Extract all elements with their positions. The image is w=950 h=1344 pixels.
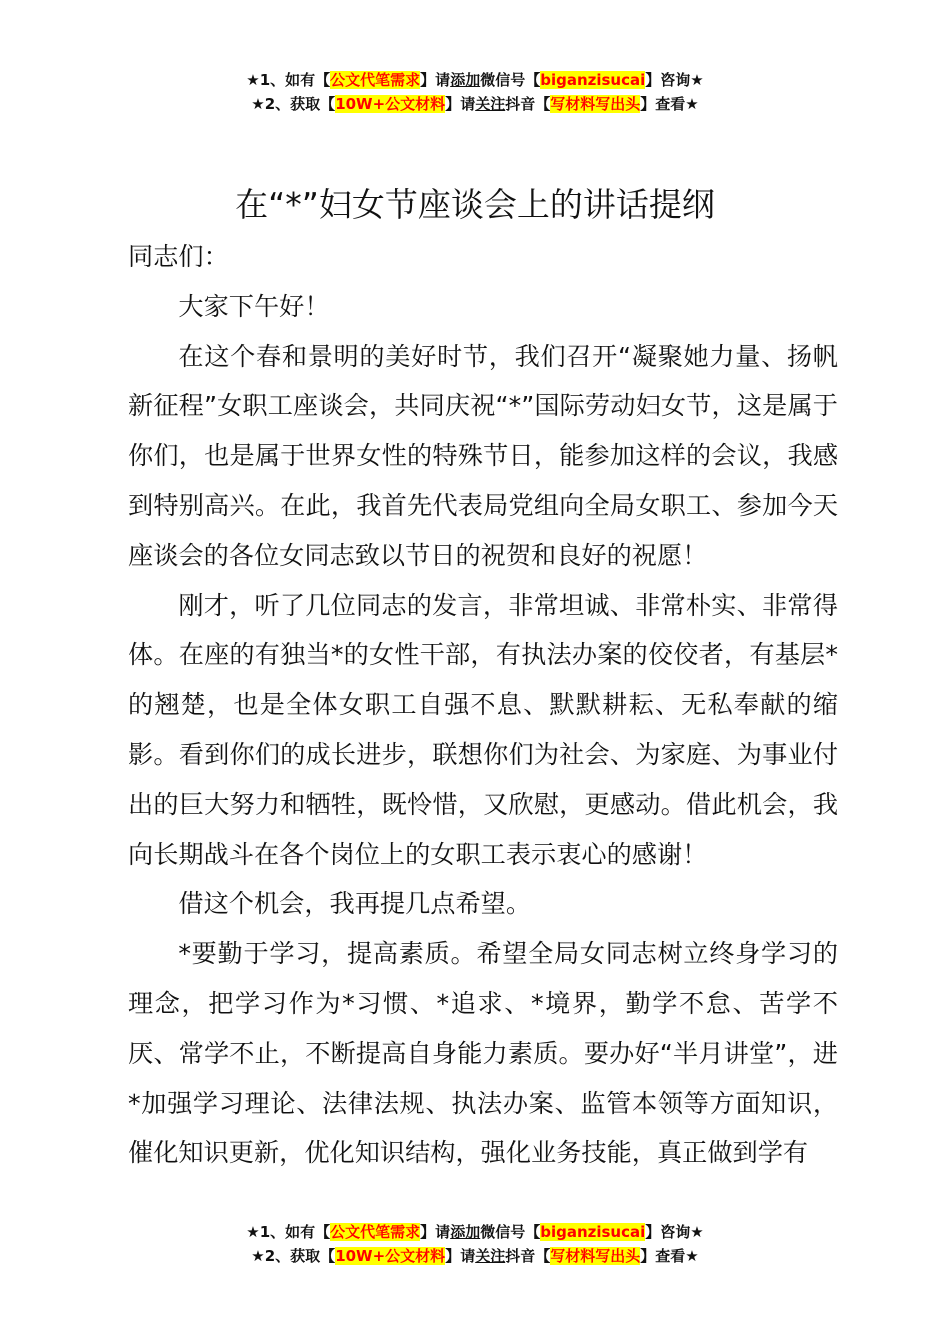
paragraph: *要勤于学习，提高素质。希望全局女同志树立终身学习的理念，把学习作为*习惯、*追求、*境界，勤学不怠、苦学不厌、常学不止，不断提高自身能力素质。要办好“半月讲堂”，进*加强学习理论、法律法规、执法办案、监管本领等方面知识，催化知识更新，优化知识结构，强化业务技能，真正做到学有 bbox=[128, 939, 838, 1168]
highlight-text: biganzisucai bbox=[540, 71, 646, 89]
highlight-text: 10W+公文材料 bbox=[335, 95, 446, 113]
paragraph: 借这个机会，我再提几点希望。 bbox=[178, 889, 532, 919]
highlight-text: 公文代笔需求 bbox=[330, 71, 421, 89]
banner-line-2: ★2、获取【10W+公文材料】请关注抖音【写材料写出头】查看★ bbox=[251, 95, 699, 113]
banner-line-1: ★1、如有【公文代笔需求】请添加微信号【biganzisucai】咨询★ bbox=[246, 71, 704, 89]
highlight-text: 写材料写出头 bbox=[550, 1247, 641, 1265]
highlight-text: 公文代笔需求 bbox=[330, 1223, 421, 1241]
document-title: 在“*”妇女节座谈会上的讲话提纲 bbox=[235, 185, 715, 224]
paragraph: 在这个春和景明的美好时节，我们召开“凝聚她力量、扬帆新征程”女职工座谈会，共同庆祝“*”国际劳动妇女节，这是属于你们，也是属于世界女性的特殊节日，能参加这样的会议，我感到特别高兴。在此，我首先代表局党组向全局女职工、参加今天座谈会的各位女同志致以节日的祝贺和良好的祝愿！ bbox=[128, 341, 838, 570]
header-banner bbox=[0, 68, 950, 116]
salutation: 同志们： bbox=[128, 242, 229, 271]
highlight-text: biganzisucai bbox=[540, 1223, 646, 1241]
paragraph: 大家下午好！ bbox=[178, 291, 330, 321]
paragraph: 刚才，听了几位同志的发言，非常坦诚、非常朴实、非常得体。在座的有独当*的女性干部，有执法办案的佼佼者，有基层*的翘楚，也是全体女职工自强不息、默默耕耘、无私奉献的缩影。看到你们的成长进步，联想你们为社会、为家庭、为事业付出的巨大努力和牺牲，既怜惜，又欣慰，更感动。借此机会，我向长期战斗在各个岗位上的女职工表示衷心的感谢！ bbox=[128, 590, 838, 869]
banner-line-1: ★1、如有【公文代笔需求】请添加微信号【biganzisucai】咨询★ bbox=[246, 1223, 704, 1241]
footer-banner bbox=[0, 1220, 950, 1268]
banner-line-2: ★2、获取【10W+公文材料】请关注抖音【写材料写出头】查看★ bbox=[251, 1247, 699, 1265]
highlight-text: 10W+公文材料 bbox=[335, 1247, 446, 1265]
document-body bbox=[128, 232, 838, 1178]
highlight-text: 写材料写出头 bbox=[550, 95, 641, 113]
